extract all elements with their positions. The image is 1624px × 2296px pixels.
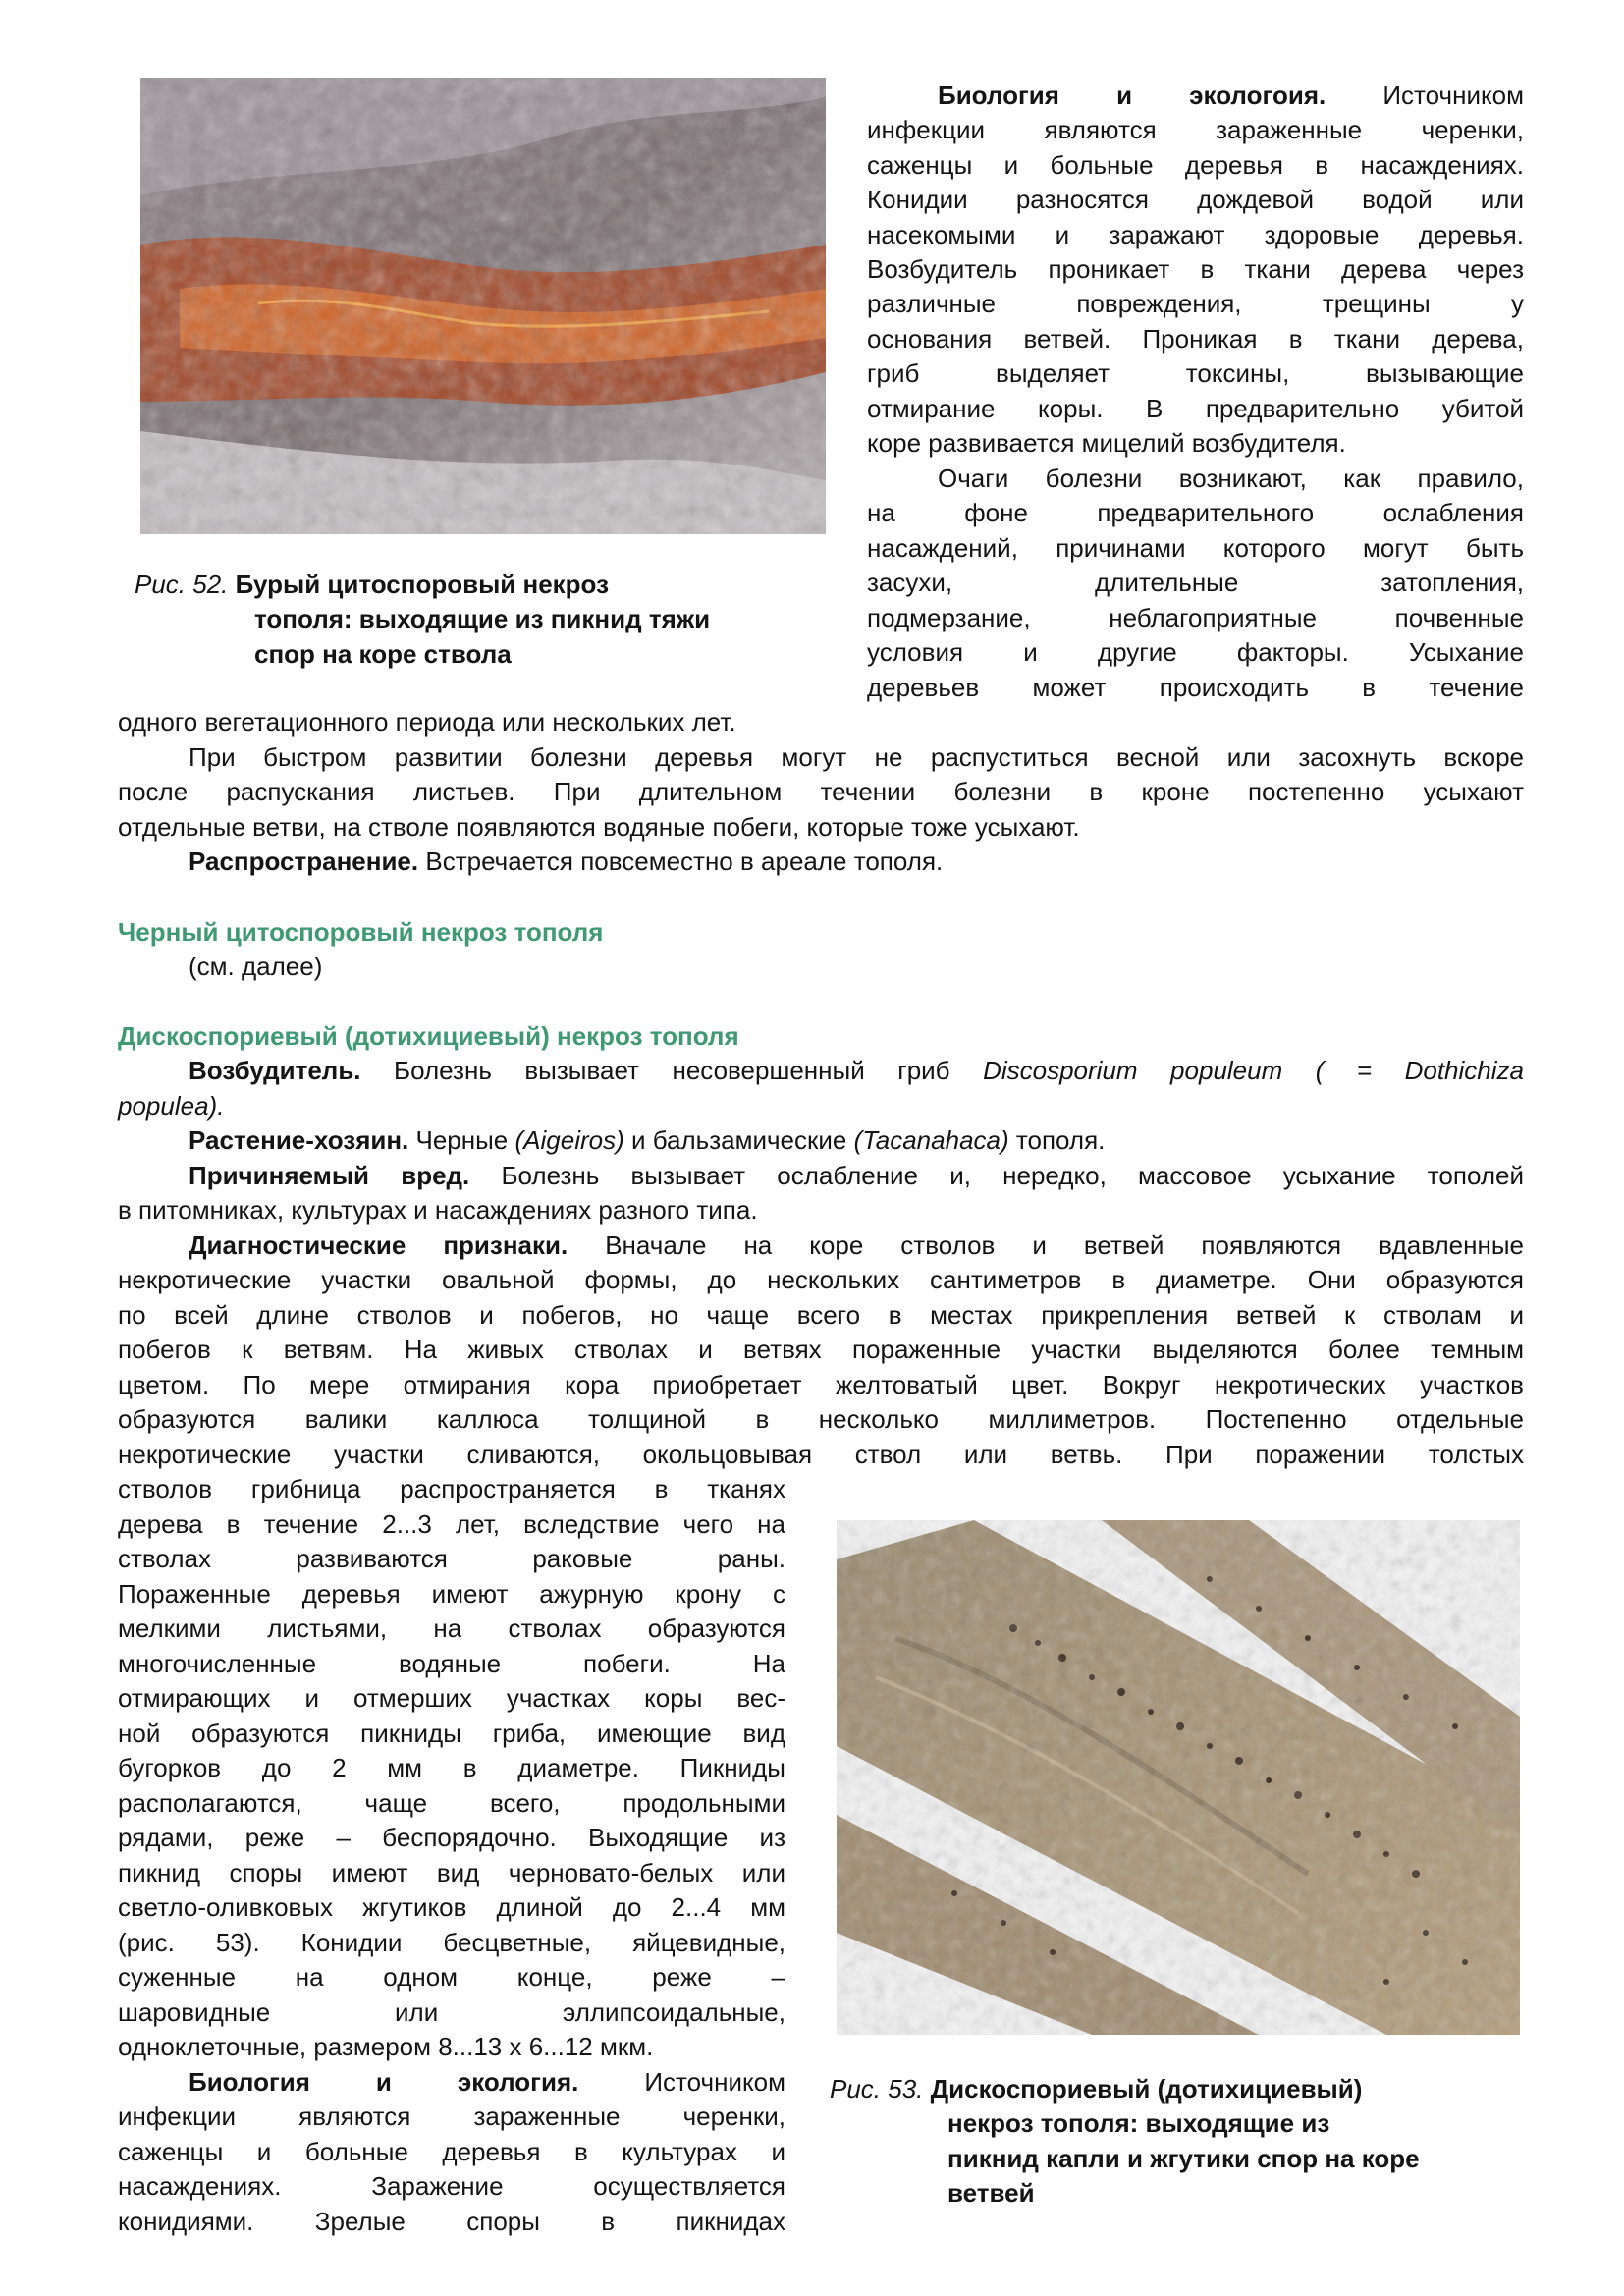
bio-paragraph-line (867, 79, 1524, 113)
latin-name: Discosporium populeum ( = Dothichiza (983, 1056, 1524, 1085)
caption-line: Дискоспориевый (дотихициевый) (930, 2074, 1363, 2104)
host-line (189, 1123, 1105, 1158)
diag-line (118, 1229, 1524, 1263)
text-line: Пораженные деревья имеют ажурную крону с (118, 1579, 785, 1609)
text-span: Вначале на коре стволов и ветвей появляются вдавленные (605, 1230, 1524, 1260)
text-line: различные повреждения, трещины у (867, 289, 1524, 318)
text-line: инфекции являются зараженные черенки, (118, 2102, 785, 2131)
text-line: суженные на одном конце, реже – (118, 1962, 785, 1992)
text-line: насаждений, причинами которого могут быть (867, 533, 1524, 563)
text-line: стволов грибница распространяется в тканях (118, 1474, 785, 1503)
figure-label: Рис. 52. (135, 570, 229, 599)
text-line: дерева в течение 2...3 лет, вследствие чего на (118, 1509, 785, 1539)
text-span: Источником (644, 2067, 785, 2097)
bark-photo-illustration (140, 78, 826, 534)
text-span: и бальзамические (631, 1125, 847, 1155)
caption-line: ветвей (947, 2178, 1035, 2209)
text-line: шаровидные или эллипсоидальные, (118, 1997, 785, 2027)
figure-53-photo (837, 1520, 1520, 2035)
section-title-black-necrosis: Черный цитоспоровый некроз тополя (118, 917, 604, 947)
branches-photo-illustration (837, 1520, 1520, 2035)
text-line: саженцы и больные деревья в культурах и (118, 2137, 785, 2166)
text-line: располагаются, чаще всего, продольными (118, 1788, 785, 1818)
latin-name: (Tacanahaca) (853, 1125, 1009, 1155)
bio-heading: Биология и экология. (189, 2067, 579, 2097)
text-span: тополя. (1015, 1125, 1106, 1155)
text-line: (рис. 53). Конидии бесцветные, яйцевидные, (118, 1928, 785, 1957)
text-line: побегов к ветвям. На живых стволах и ветвях пораженные участки выделяются более темным (118, 1335, 1524, 1364)
figure-52-caption (135, 568, 812, 672)
caption-line: спор на коре ствола (254, 638, 512, 669)
latin-name: (Aigeiros) (514, 1125, 624, 1155)
text-line: деревьев может происходить в течение (867, 673, 1524, 702)
harm-heading: Причиняемый вред. (189, 1161, 470, 1190)
caption-line: пикнид капли и жгутики спор на коре (947, 2143, 1420, 2173)
text-line: образуются валики каллюса толщиной в несколько миллиметров. Постепенно отдельные (118, 1404, 1524, 1434)
text-line: многочисленные водяные побеги. На (118, 1649, 785, 1678)
text-span: Встречается повсеместно в ареале тополя. (425, 847, 944, 876)
text-line: отмирание коры. В предварительно убитой (867, 394, 1524, 423)
text-line: по всей длине стволов и побегов, но чаще всего в местах прикрепления ветвей к стволам и (118, 1300, 1524, 1330)
text-line: отдельные ветви, на стволе появляются водяные побеги, которые тоже усыхают. (118, 812, 1080, 842)
text-line: некротические участки сливаются, окольцовывая ствол или ветвь. При поражении толстых (118, 1440, 1524, 1469)
caption-line: Бурый цитоспоровый некроз (235, 570, 610, 599)
figure-53-caption (830, 2072, 1517, 2212)
text-line: инфекции являются зараженные черенки, (867, 115, 1524, 144)
caption-line: некроз тополя: выходящие из (947, 2108, 1330, 2139)
text-line: Возбудитель проникает в ткани дерева через (867, 254, 1524, 284)
text-span: Источником (1382, 81, 1524, 110)
text-line: светло-оливковых жгутиков длиной до 2...4 мм (118, 1892, 785, 1922)
text-line: насаждениях. Заражение осуществляется (118, 2171, 785, 2201)
bio-heading: Биология и экологоия. (938, 81, 1326, 110)
text-line: рядами, реже – беспорядочно. Выходящие из (118, 1823, 785, 1852)
host-heading: Растение-хозяин. (189, 1125, 409, 1155)
text-line: мелкими листьями, на стволах образуются (118, 1613, 785, 1643)
text-line: после распускания листьев. При длительном течении болезни в кроне постепенно усыхают (118, 777, 1524, 806)
caption-line: тополя: выходящие из пикнид тяжи (254, 604, 711, 634)
text-line: пикнид споры имеют вид черновато-белых или (118, 1858, 785, 1887)
text-span: Болезнь вызывает несовершенный гриб (394, 1056, 950, 1085)
diag-heading: Диагностические признаки. (189, 1230, 568, 1260)
text-line: саженцы и больные деревья в насаждениях. (867, 150, 1524, 180)
text-line: отмирающих и отмерших участках коры вес- (118, 1683, 785, 1713)
text-line: цветом. По мере отмирания кора приобретает желтоватый цвет. Вокруг некротических участков (118, 1370, 1524, 1399)
spread-line (118, 845, 1524, 879)
text-line: в питомниках, культурах и насаждениях разного типа. (118, 1195, 758, 1225)
text-line: конидиями. Зрелые споры в пикнидах (118, 2207, 785, 2236)
text-line: гриб выделяет токсины, вызывающие (867, 358, 1524, 388)
section-title-discosporium-necrosis: Дискоспориевый (дотихициевый) некроз тополя (118, 1021, 739, 1051)
text-line: подмерзание, неблагоприятные почвенные (867, 603, 1524, 632)
text-span: Болезнь вызывает ослабление и, нередко, массовое усыхание тополей (501, 1161, 1524, 1190)
text-line: Конидии разносятся дождевой водой или (867, 185, 1524, 214)
text-line: основания ветвей. Проникая в ткани дерева, (867, 324, 1524, 354)
text-line: бугорков до 2 мм в диаметре. Пикниды (118, 1753, 785, 1782)
text-span: Черные (415, 1125, 509, 1155)
text-line: условия и другие факторы. Усыхание (867, 637, 1524, 667)
bio-line (118, 2065, 785, 2100)
text-line: Очаги болезни возникают, как правило, (938, 464, 1524, 493)
text-line: засухи, длительные затопления, (867, 568, 1524, 597)
text-line: на фоне предварительного ослабления (867, 498, 1524, 527)
spread-heading: Распространение. (189, 847, 419, 876)
see-later-reference: (см. далее) (189, 952, 323, 981)
text-line: одноклеточные, размером 8...13 x 6...12 мкм. (118, 2032, 654, 2061)
latin-name: populea). (118, 1091, 225, 1121)
text-line: стволах развиваются раковые раны. (118, 1544, 785, 1573)
text-line: некротические участки овальной формы, до нескольких сантиметров в диаметре. Они образуются (118, 1265, 1524, 1294)
text-line: При быстром развитии болезни деревья могут не распуститься весной или засохнуть вскоре (189, 742, 1524, 772)
text-line: насекомыми и заражают здоровые деревья. (867, 220, 1524, 249)
agent-line (118, 1054, 1524, 1088)
agent-heading: Возбудитель. (189, 1056, 361, 1085)
text-line: ной образуются пикниды гриба, имеющие вид (118, 1719, 785, 1748)
text-line: коре развивается мицелий возбудителя. (867, 428, 1346, 458)
harm-line (118, 1159, 1524, 1193)
figure-52-photo (140, 78, 826, 534)
figure-label: Рис. 53. (830, 2074, 924, 2104)
text-line: одного вегетационного периода или нескольких лет. (118, 707, 736, 737)
